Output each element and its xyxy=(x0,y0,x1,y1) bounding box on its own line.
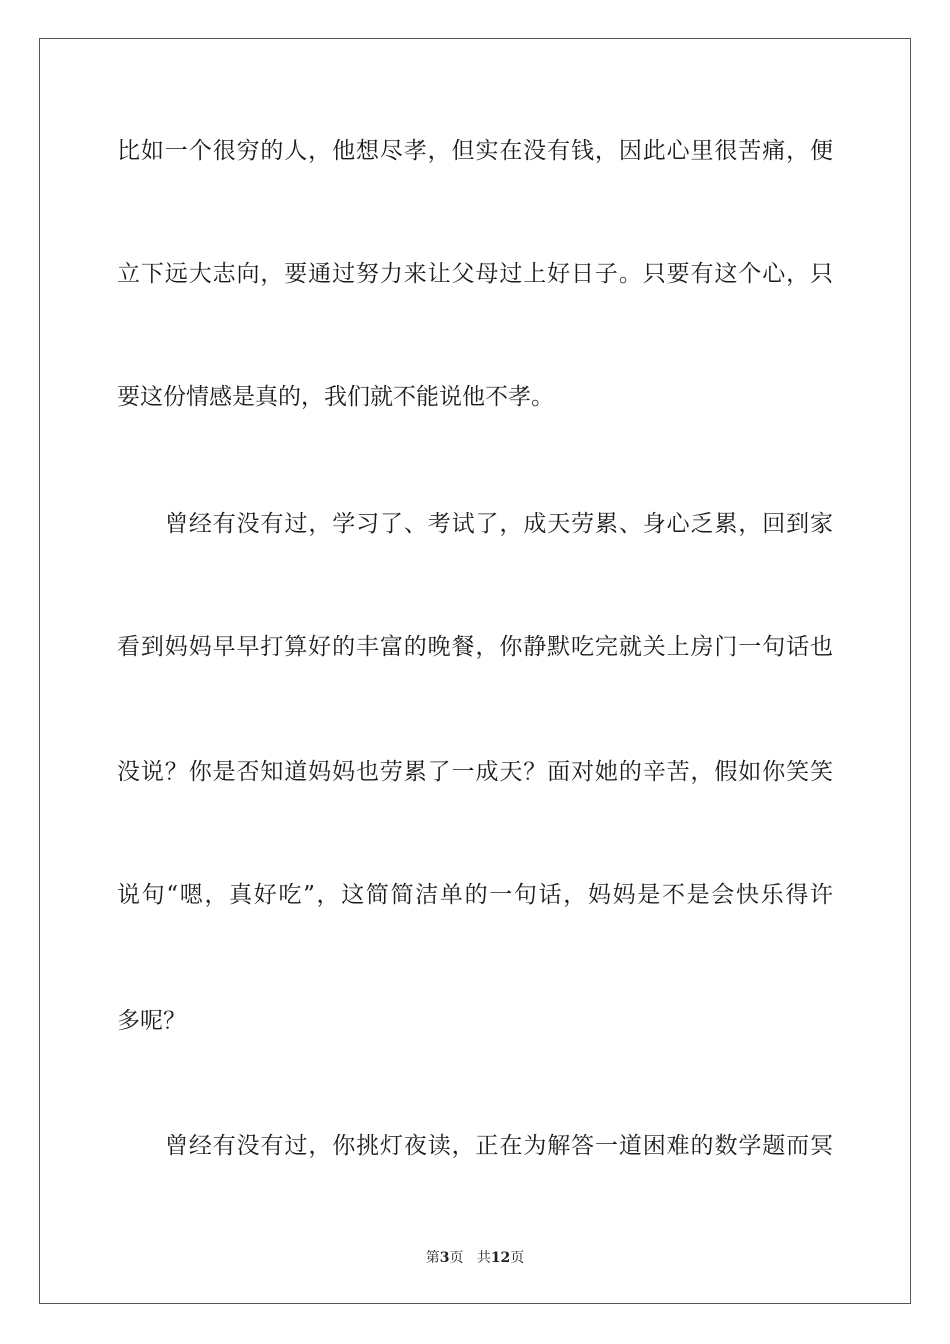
page-number: 3 xyxy=(439,1250,450,1266)
paragraph-line: 要这份情感是真的，我们就不能说他不孝。 xyxy=(117,384,554,410)
paragraph-line: 看到妈妈早早打算好的丰富的晚餐，你静默吃完就关上房门一句话也 xyxy=(117,634,833,660)
paragraph-line: 没说？你是否知道妈妈也劳累了一成天？面对她的辛苦，假如你笑笑 xyxy=(117,759,833,785)
paragraph-line: 立下远大志向，要通过努力来让父母过上好日子。只要有这个心，只 xyxy=(117,261,833,287)
page-prefix: 第 xyxy=(425,1250,440,1266)
page-border xyxy=(39,38,911,1304)
total-suffix: 页 xyxy=(510,1250,525,1266)
paragraph-line: 说句“嗯，真好吃”，这简简洁单的一句话，妈妈是不是会快乐得许 xyxy=(117,882,833,908)
paragraph-line: 多呢？ xyxy=(117,1008,186,1034)
page-footer xyxy=(0,1249,950,1267)
page-suffix: 页 xyxy=(449,1250,464,1266)
paragraph-line: 曾经有没有过，你挑灯夜读，正在为解答一道困难的数学题而冥 xyxy=(165,1133,833,1159)
total-prefix: 共 xyxy=(476,1250,491,1266)
paragraph-line: 曾经有没有过，学习了、考试了，成天劳累、身心乏累，回到家 xyxy=(165,511,833,537)
total-pages: 12 xyxy=(490,1250,511,1266)
paragraph-line: 比如一个很穷的人，他想尽孝，但实在没有钱，因此心里很苦痛，便 xyxy=(117,138,833,164)
